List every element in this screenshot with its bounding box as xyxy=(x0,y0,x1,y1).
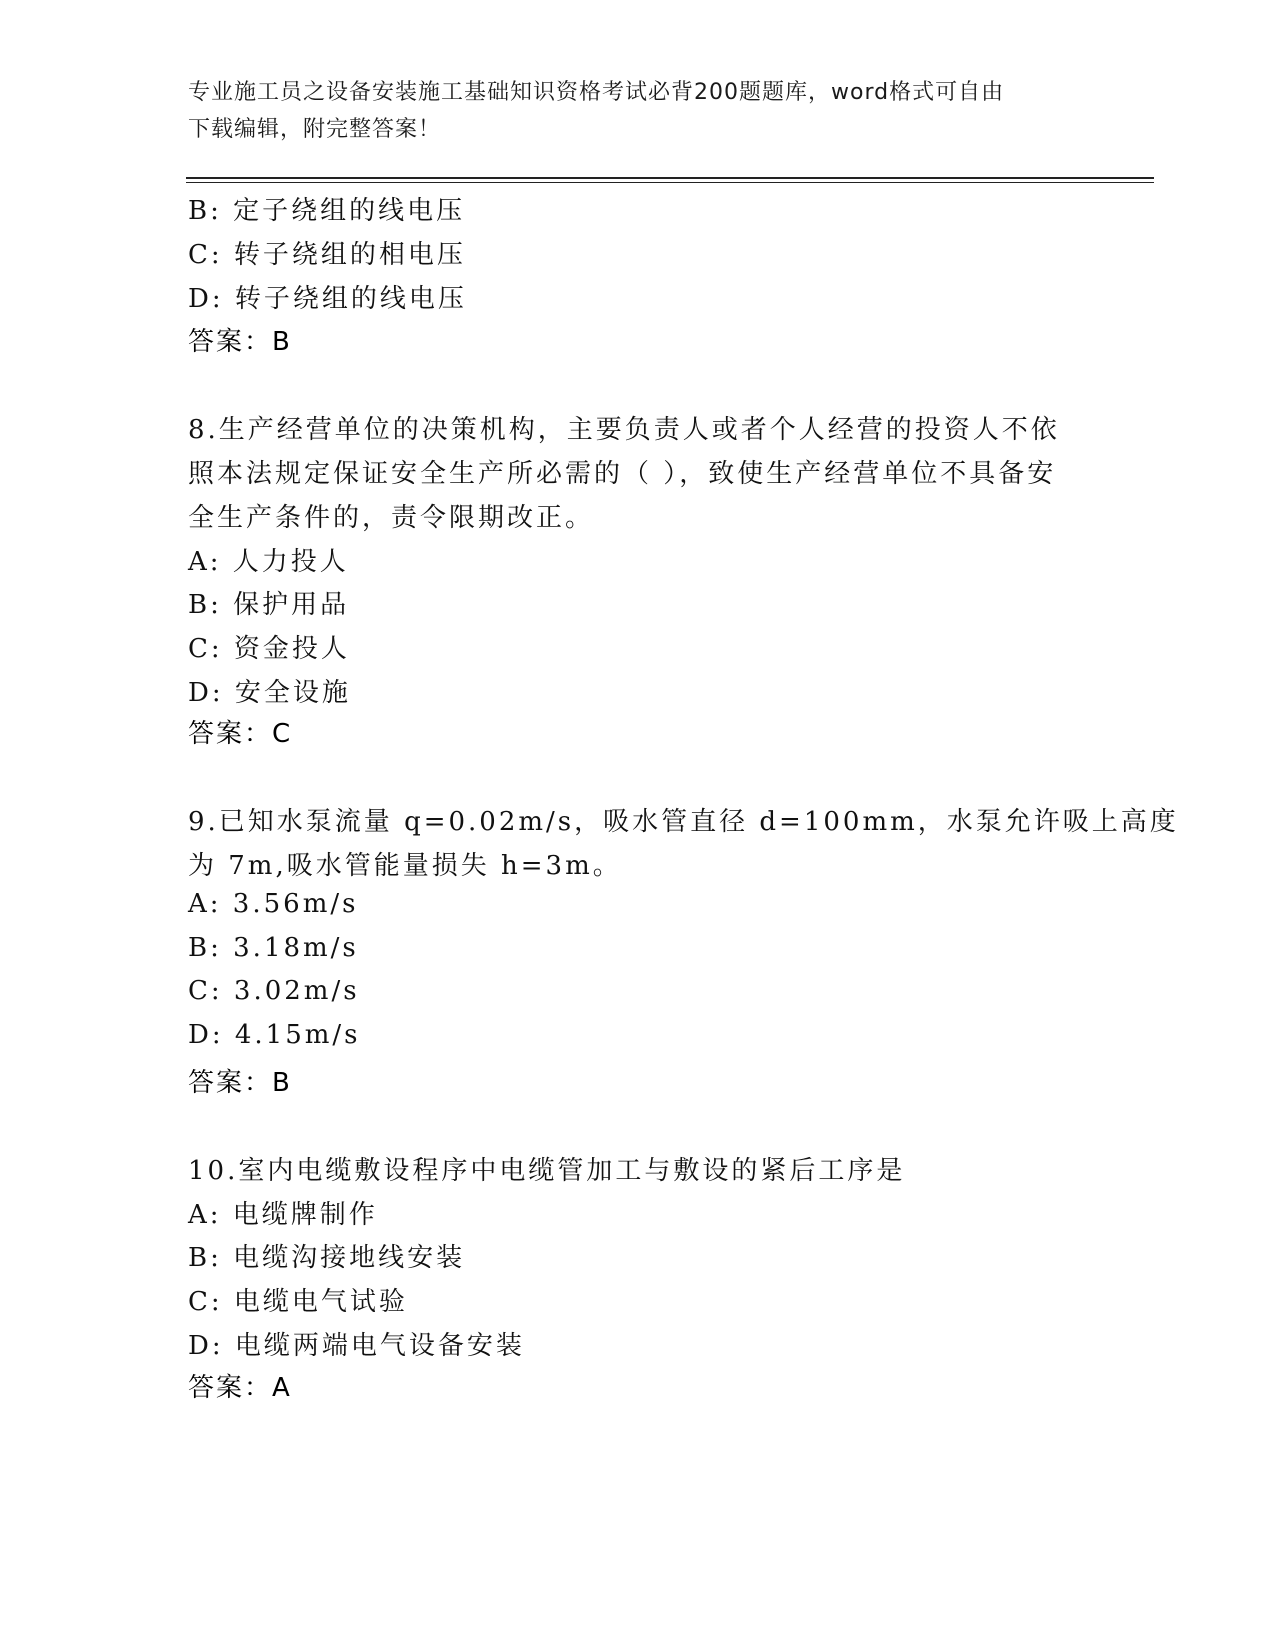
header-line-2: 下载编辑，附完整答案！ xyxy=(188,117,442,142)
q7-option-b: B: 定子绕组的线电压 xyxy=(188,196,466,226)
q10-option-d: D: 电缆两端电气设备安装 xyxy=(188,1331,525,1361)
q8-stem-line-2: 照本法规定保证安全生产所必需的（ ），致使生产经营单位不具备安 xyxy=(188,459,1057,489)
q8-stem-line-1: 8.生产经营单位的决策机构，主要负责人或者个人经营的投资人不依 xyxy=(188,415,1060,445)
q10-option-a: A: 电缆牌制作 xyxy=(188,1200,378,1230)
q10-option-b: B: 电缆沟接地线安装 xyxy=(188,1243,466,1273)
q9-option-c: C: 3.02m/s xyxy=(188,976,360,1006)
q9-option-d: D: 4.15m/s xyxy=(188,1020,361,1050)
q7-option-d: D: 转子绕组的线电压 xyxy=(188,284,467,314)
q8-option-b: B: 保护用品 xyxy=(188,590,350,620)
q8-option-d: D: 安全设施 xyxy=(188,678,351,708)
q8-option-c: C: 资金投人 xyxy=(188,634,350,664)
q10-answer: 答案：A xyxy=(188,1373,292,1403)
q9-option-a: A: 3.56m/s xyxy=(188,889,359,919)
q7-answer: 答案：B xyxy=(188,327,292,357)
q7-option-c: C: 转子绕组的相电压 xyxy=(188,240,466,270)
header-line-1: 专业施工员之设备安装施工基础知识资格考试必背200题题库，word格式可自由 xyxy=(188,80,1005,105)
q10-option-c: C: 电缆电气试验 xyxy=(188,1287,408,1317)
q8-answer: 答案：C xyxy=(188,719,293,749)
header-divider-thin xyxy=(186,182,1154,183)
q9-option-b: B: 3.18m/s xyxy=(188,933,359,963)
document-header xyxy=(188,74,1068,148)
q9-answer: 答案：B xyxy=(188,1068,292,1098)
q8-stem-line-3: 全生产条件的，责令限期改正。 xyxy=(188,503,595,533)
q10-stem-line-1: 10.室内电缆敷设程序中电缆管加工与敷设的紧后工序是 xyxy=(188,1156,906,1186)
q9-stem-line-2: 为 7m,吸水管能量损失 h=3m。 xyxy=(188,851,622,881)
header-divider-thick xyxy=(186,177,1154,179)
q8-option-a: A: 人力投人 xyxy=(188,547,349,577)
q9-stem-line-1: 9.已知水泵流量 q=0.02m/s，吸水管直径 d=100mm，水泵允许吸上高度 xyxy=(188,807,1179,837)
